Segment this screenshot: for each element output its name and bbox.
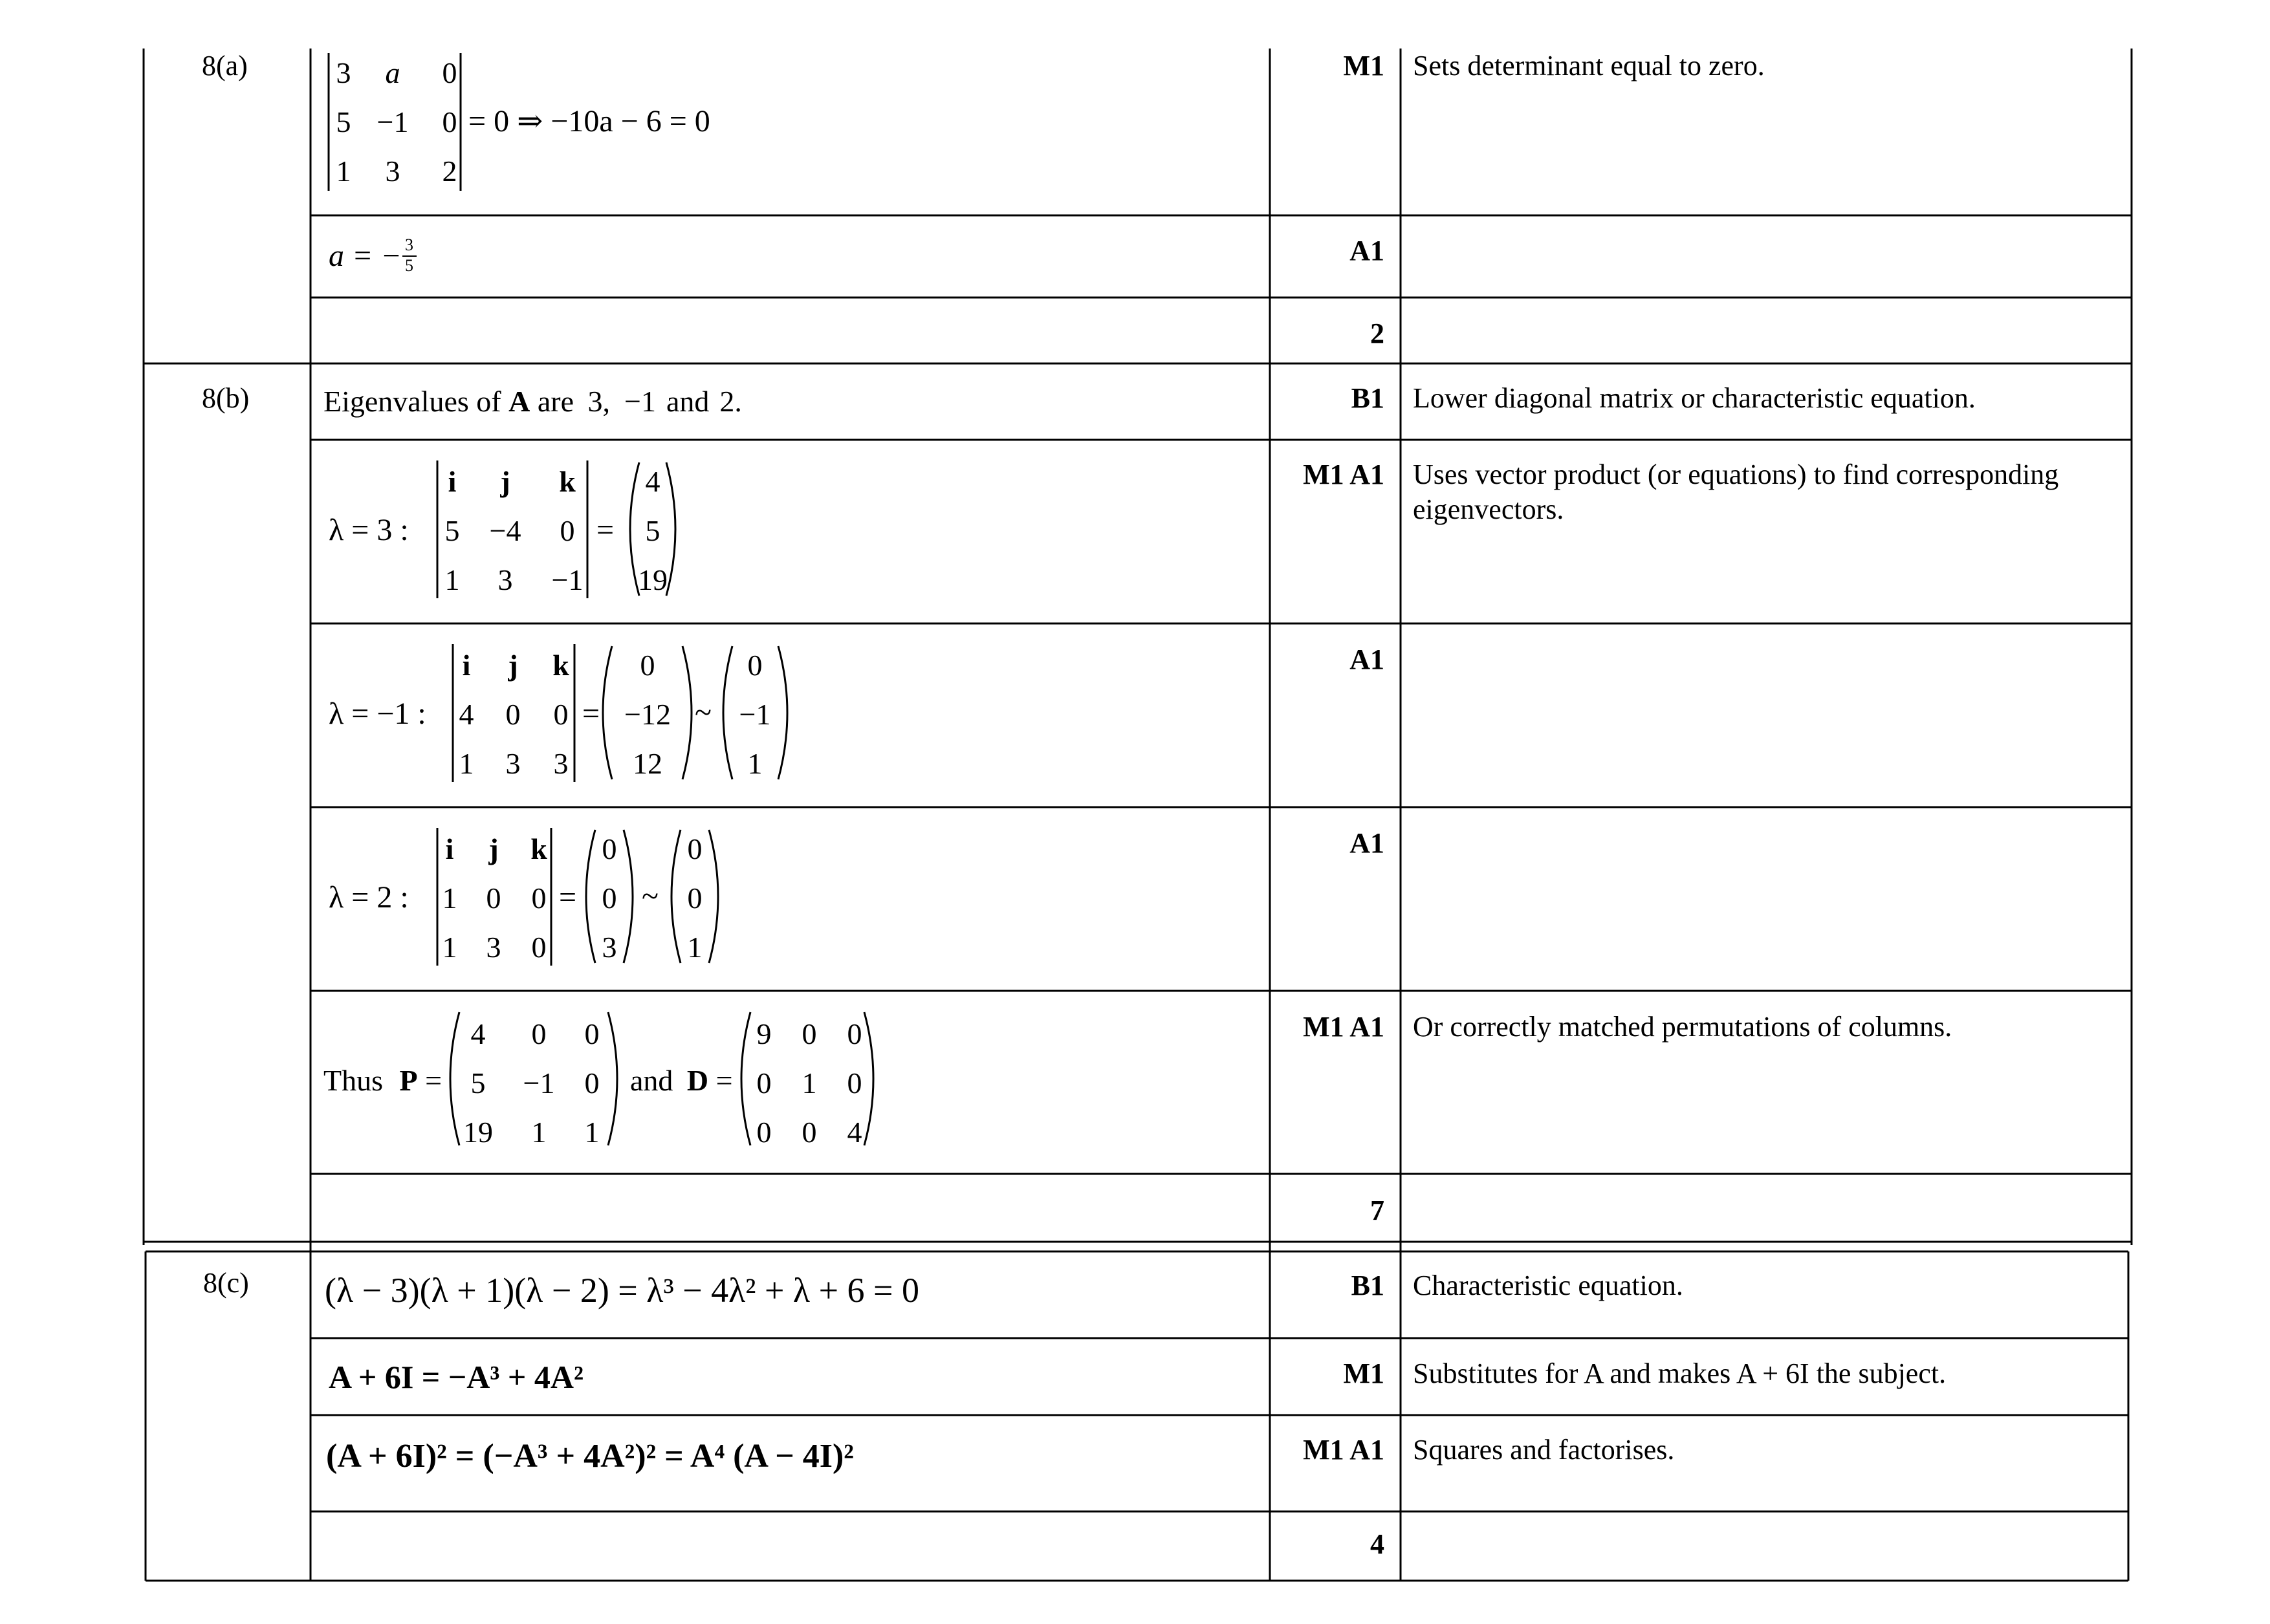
mark-scheme-page: 8(a) 8(b) 8(c) M1 A1 2 B1 M1 A1 A1 A1 M1 A1 7 B1 M1 M1 A1 4 Sets determinant equal to zero. Lower diagonal matrix or characteristic equation. Uses vector product (or equations) to find corresponding eigenvectors. Or correctly matched permutations of columns. Characteristic equation. Substitutes for A and makes A + 6I the subject. Squares and factorises. 3 a 0 5 −1 0 1 3 2 = 0 ⇒ −10a − 6 = 0 a = − 3 5 Eigenvalues of A are 3, −1 and 2. λ = 3 : i j k 5 −4 0 1 3 −1 = 4 5 19 λ = −1 : i j k 4 0 0 1 3 3 = 0 −12 12 ~ 0 −1 1 λ = 2 : i j k 1 0 0 1 3 0 = 0 0 3 ~ 0 0 1 Thus P = 4 0 0 5 −1 0 19 1 1 and D = 9 0 0 0 1 0 0 0 4 (λ − 3)(λ + 1)(λ − 2) = λ³ − 4λ² + λ + 6 = 0 A + 6I = −A³ + 4A² (A + 6I)² = (−A³ + 4A²)² = A⁴ (A − 4I)² bbox=[0, 0, 2270, 1624]
mark-cell: M1 A1 bbox=[1303, 459, 1384, 490]
guidance-text: Sets determinant equal to zero. bbox=[1413, 50, 1765, 81]
guidance-text: Substitutes for A and makes A + 6I the subject. bbox=[1413, 1358, 1947, 1389]
question-number-8c: 8(c) bbox=[203, 1267, 249, 1299]
mark-cell: M1 bbox=[1343, 1358, 1384, 1389]
mark-cell: M1 A1 bbox=[1303, 1434, 1384, 1466]
mark-total-cell: 7 bbox=[1370, 1195, 1384, 1226]
mark-cell: A1 bbox=[1349, 827, 1384, 859]
squared-equation: (A + 6I)² = (−A³ + 4A²)² = A⁴ (A − 4I)² bbox=[326, 1438, 854, 1475]
equals-sign: = bbox=[596, 513, 615, 547]
fraction-bar bbox=[402, 255, 418, 257]
determinant-equation: = 0 ⇒ −10a − 6 = 0 bbox=[468, 104, 710, 138]
guidance-text: Characteristic equation. bbox=[1413, 1270, 1683, 1301]
characteristic-equation: (λ − 3)(λ + 1)(λ − 2) = λ³ − 4λ² + λ + 6 = 0 bbox=[325, 1271, 920, 1310]
thus-p-label: Thus P = bbox=[323, 1064, 442, 1097]
a-plus-6i-equation: A + 6I = −A³ + 4A² bbox=[329, 1359, 584, 1395]
tilde-sign: ~ bbox=[642, 879, 659, 913]
mark-cell: M1 A1 bbox=[1303, 1011, 1384, 1043]
lambda-3-label: λ = 3 : bbox=[329, 513, 409, 547]
mark-cell: B1 bbox=[1351, 382, 1384, 414]
question-number-8a: 8(a) bbox=[202, 50, 248, 81]
mark-cell: A1 bbox=[1349, 644, 1384, 675]
lambda-minus-1-label: λ = −1 : bbox=[329, 697, 426, 731]
mark-total-cell: 4 bbox=[1370, 1528, 1384, 1560]
guidance-text: Uses vector product (or equations) to find corresponding bbox=[1413, 459, 2059, 490]
mark-total-cell: 2 bbox=[1370, 318, 1384, 349]
mark-cell: M1 bbox=[1343, 50, 1384, 81]
mark-cell: B1 bbox=[1351, 1270, 1384, 1301]
mark-cell: A1 bbox=[1349, 235, 1384, 266]
guidance-text: Or correctly matched permutations of columns. bbox=[1413, 1011, 1952, 1043]
question-number-8b: 8(b) bbox=[202, 382, 250, 414]
guidance-text: Lower diagonal matrix or characteristic equation. bbox=[1413, 382, 1976, 414]
equals-sign: = bbox=[582, 697, 600, 731]
tilde-sign: ~ bbox=[695, 695, 712, 730]
fraction-denominator: 5 bbox=[405, 256, 413, 275]
guidance-text-continued: eigenvectors. bbox=[1413, 493, 1564, 525]
and-d-label: and D = bbox=[630, 1064, 733, 1097]
fraction-numerator: 3 bbox=[405, 235, 413, 254]
lambda-2-label: λ = 2 : bbox=[329, 880, 409, 915]
eigenvalues-statement: Eigenvalues of A are 3, −1 and 2. bbox=[323, 385, 742, 418]
equals-sign: = bbox=[559, 880, 577, 915]
a-value-lhs: a = − bbox=[329, 239, 402, 273]
guidance-text: Squares and factorises. bbox=[1413, 1434, 1675, 1466]
